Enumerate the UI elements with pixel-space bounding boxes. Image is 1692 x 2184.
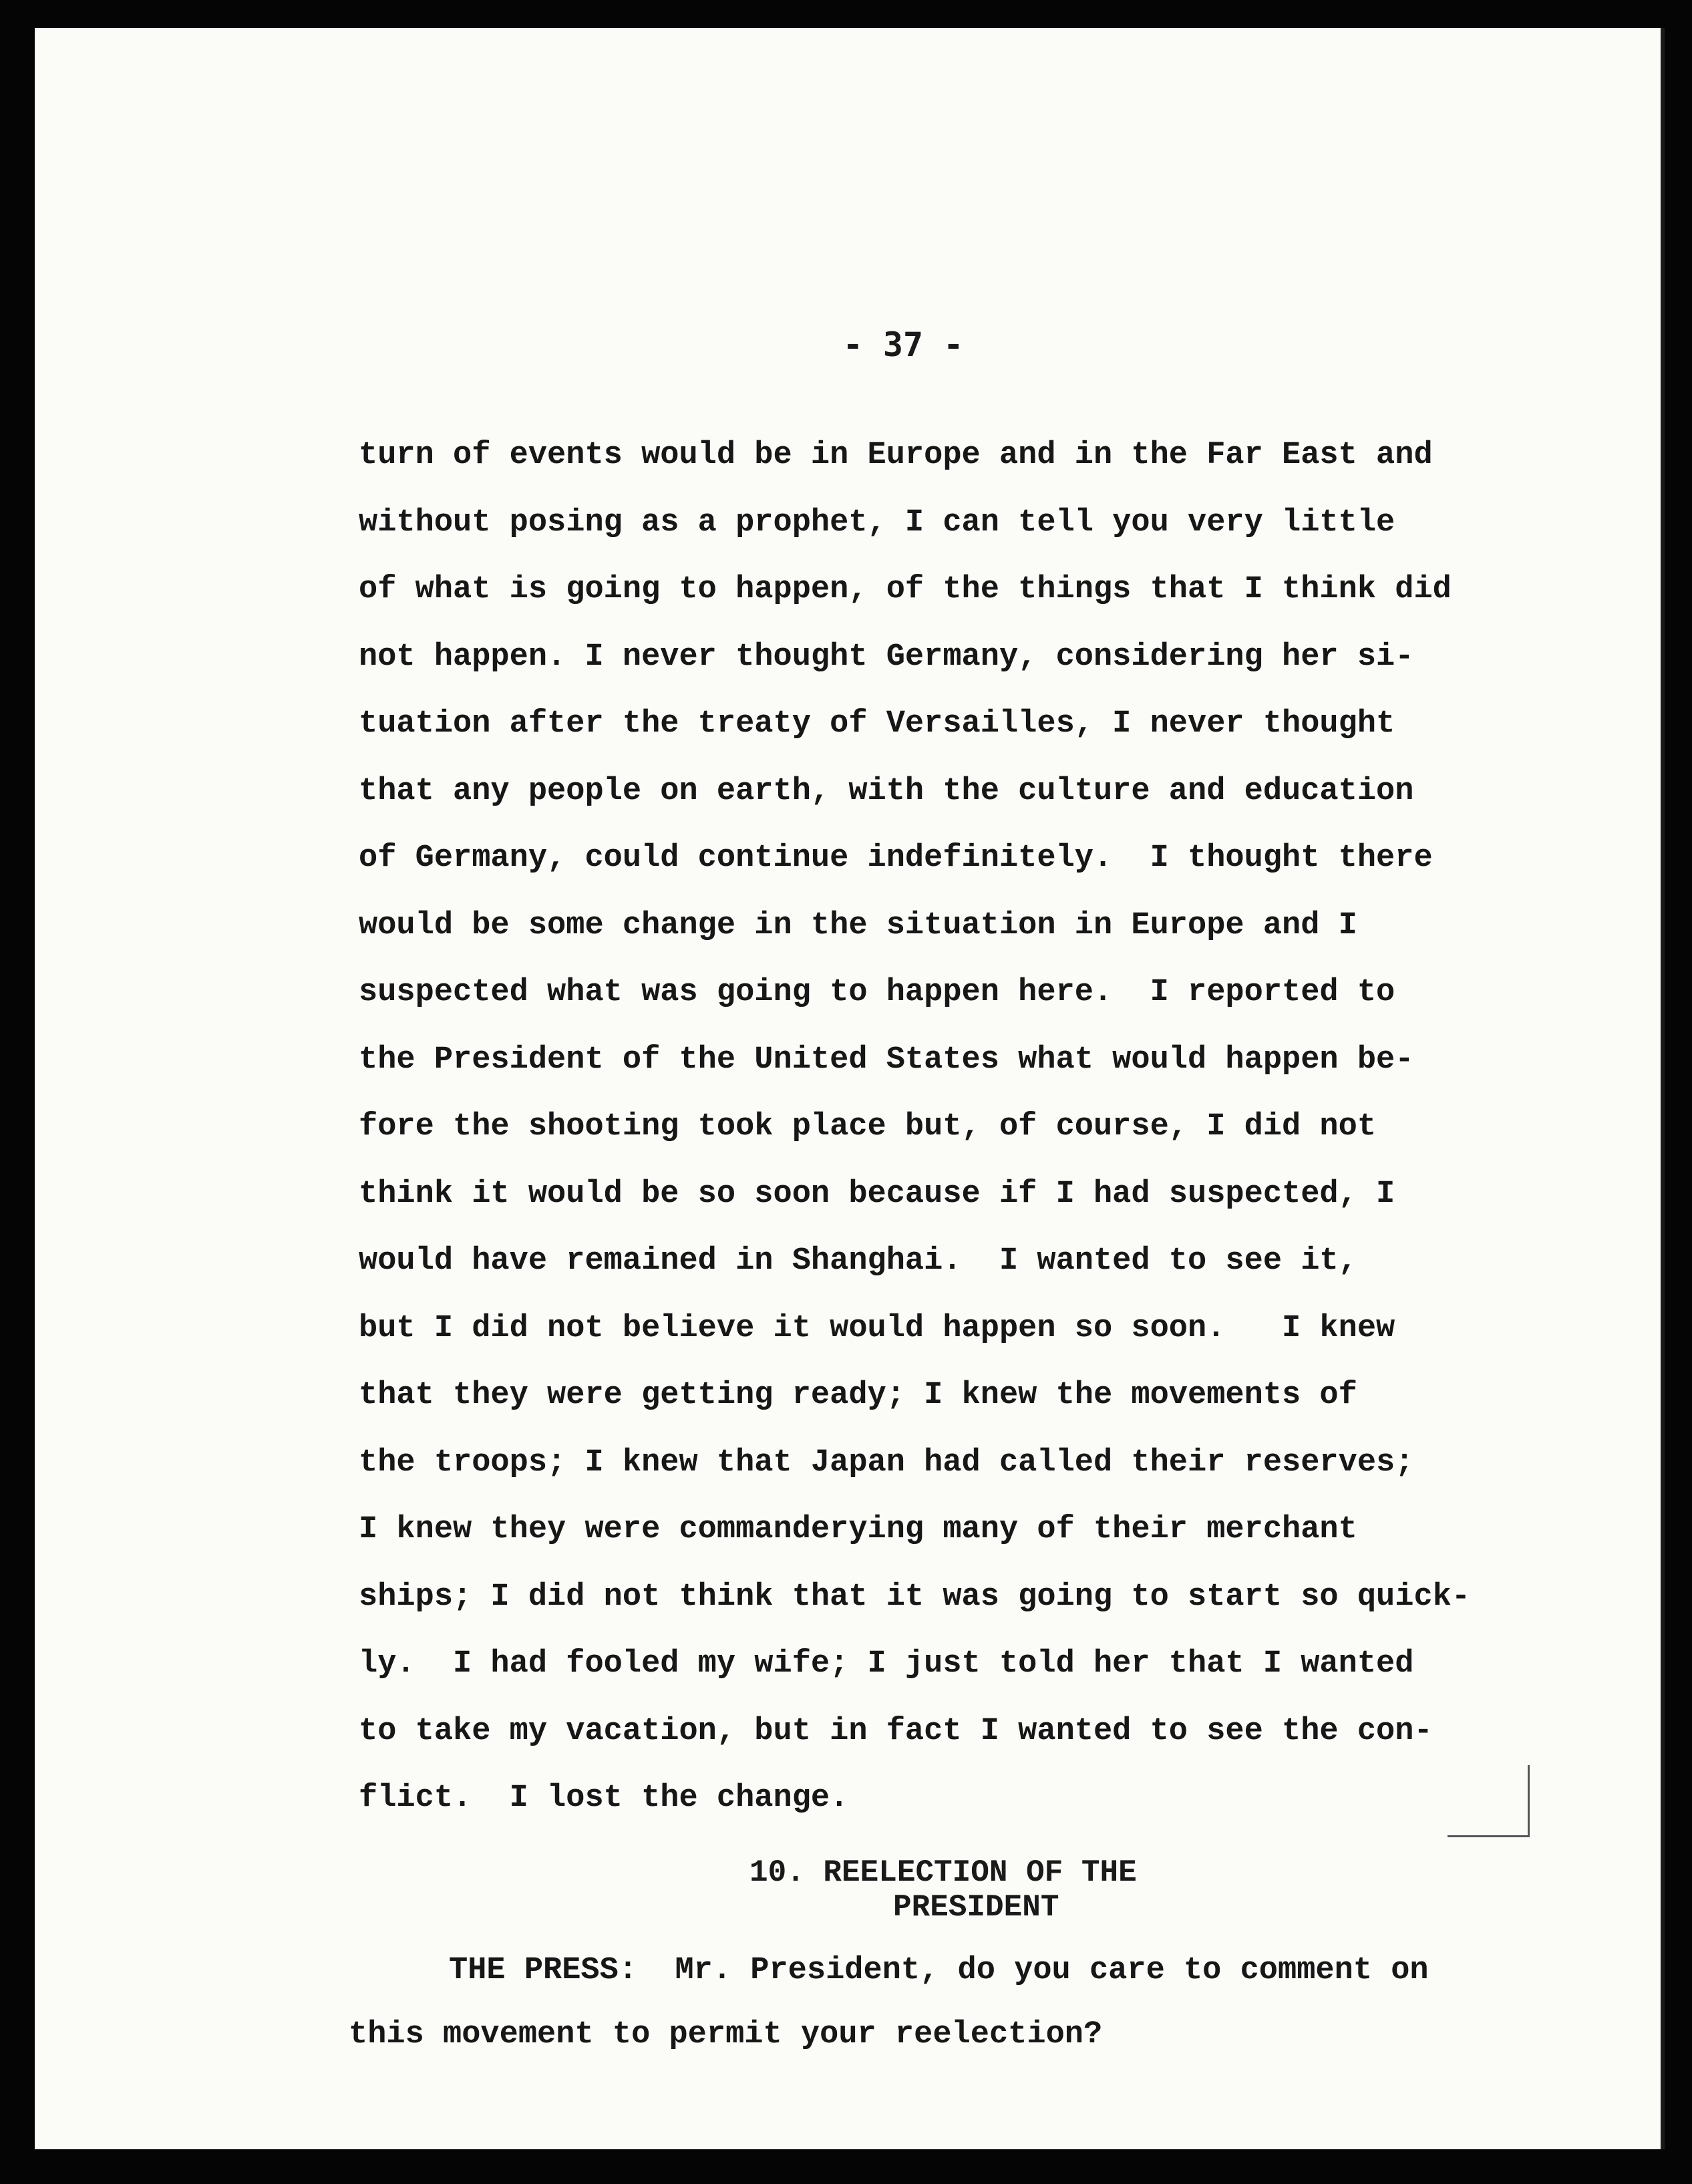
question-line: THE PRESS: Mr. President, do you care to comment on [449,1953,1429,1988]
text-line: think it would be so soon because if I had suspected, I [359,1176,1395,1212]
text-line: the troops; I knew that Japan had called their reserves; [359,1444,1414,1480]
text-line: turn of events would be in Europe and in the Far East and [359,438,1433,473]
document-page [35,28,1665,2149]
text-line: to take my vacation, but in fact I wanted to see the con- [359,1713,1433,1749]
text-line: would be some change in the situation in Europe and I [359,907,1357,943]
section-heading-line: PRESIDENT [893,1890,1059,1925]
text-line: flict. I lost the change. [359,1780,849,1816]
body-paragraph [359,422,1561,1833]
text-line: of what is going to happen, of the things that I think did [359,572,1452,607]
text-line: ships; I did not think that it was going to start so quick- [359,1579,1471,1615]
text-line: but I did not believe it would happen so soon. I knew [359,1310,1395,1346]
press-question [349,1939,1571,2067]
section-heading [749,1855,1137,1925]
text-line: without posing as a prophet, I can tell you very little [359,504,1395,540]
text-line: tuation after the treaty of Versailles, I never thought [359,706,1395,742]
page-number: - 37 - [842,325,964,364]
text-line: of Germany, could continue indefinitely. I thought there [359,840,1433,876]
question-line: this movement to permit your reelection? [349,2017,1103,2052]
text-line: would have remained in Shanghai. I wanted to see it, [359,1243,1357,1279]
scan-corner-mark [1448,1765,1530,1837]
text-line: ly. I had fooled my wife; I just told her that I wanted [359,1646,1414,1682]
text-line: suspected what was going to happen here. I reported to [359,975,1395,1010]
section-heading-line: 10. REELECTION OF THE [749,1855,1137,1890]
text-line: that they were getting ready; I knew the movements of [359,1378,1357,1413]
text-line: the President of the United States what would happen be- [359,1042,1414,1078]
text-line: not happen. I never thought Germany, considering her si- [359,639,1414,675]
text-line: that any people on earth, with the culture and education [359,773,1414,809]
text-line: I knew they were commanderying many of their merchant [359,1512,1357,1547]
text-line: fore the shooting took place but, of course, I did not [359,1109,1377,1144]
